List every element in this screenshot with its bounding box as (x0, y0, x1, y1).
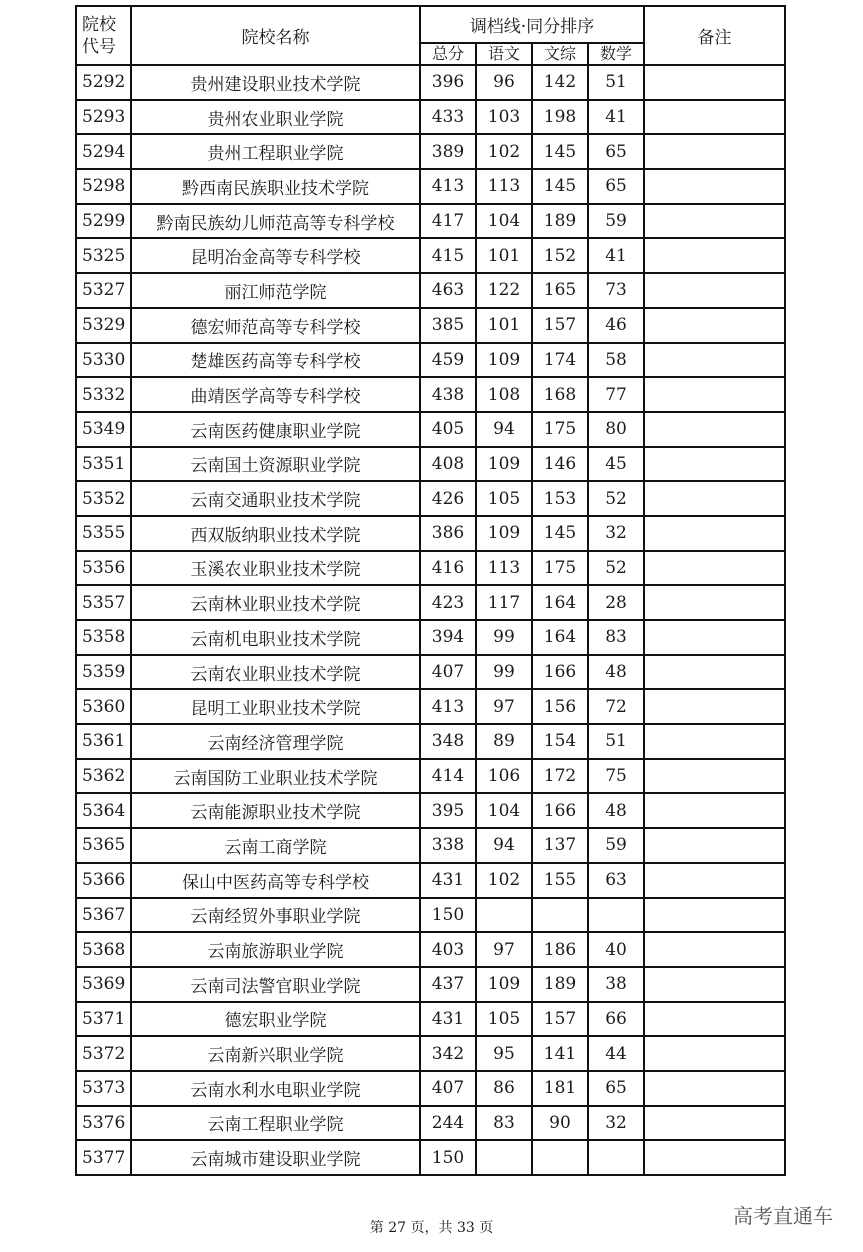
table-row (76, 273, 785, 308)
humanities-score: 157 (532, 1002, 588, 1037)
school-name: 黔南民族幼儿师范高等专科学校 (131, 204, 420, 239)
total-score: 413 (420, 689, 476, 724)
math-score: 38 (588, 967, 644, 1002)
chinese-score: 109 (476, 516, 532, 551)
school-name: 保山中医药高等专科学校 (131, 863, 420, 898)
remarks (644, 585, 785, 620)
chinese-score: 104 (476, 793, 532, 828)
humanities-score: 145 (532, 169, 588, 204)
table-row (76, 551, 785, 586)
humanities-score (532, 1140, 588, 1175)
remarks (644, 65, 785, 100)
school-code: 5294 (76, 134, 131, 169)
school-code: 5352 (76, 481, 131, 516)
math-score: 58 (588, 343, 644, 378)
humanities-score (532, 898, 588, 933)
humanities-score: 175 (532, 551, 588, 586)
school-code: 5372 (76, 1036, 131, 1071)
table-row (76, 377, 785, 412)
total-score: 338 (420, 828, 476, 863)
math-score: 45 (588, 447, 644, 482)
chinese-score: 89 (476, 724, 532, 759)
humanities-score: 156 (532, 689, 588, 724)
school-code: 5362 (76, 759, 131, 794)
school-name: 云南司法警官职业学院 (131, 967, 420, 1002)
humanities-score: 164 (532, 620, 588, 655)
school-name: 德宏师范高等专科学校 (131, 308, 420, 343)
chinese-score: 94 (476, 828, 532, 863)
math-score: 65 (588, 134, 644, 169)
school-code: 5359 (76, 655, 131, 690)
school-name: 云南城市建设职业学院 (131, 1140, 420, 1175)
total-score: 408 (420, 447, 476, 482)
remarks (644, 828, 785, 863)
school-code: 5349 (76, 412, 131, 447)
math-score: 63 (588, 863, 644, 898)
school-code: 5330 (76, 343, 131, 378)
remarks (644, 793, 785, 828)
school-code: 5325 (76, 238, 131, 273)
humanities-score: 142 (532, 65, 588, 100)
humanities-score: 166 (532, 655, 588, 690)
total-score: 150 (420, 1140, 476, 1175)
chinese-score: 99 (476, 620, 532, 655)
school-name: 贵州建设职业技术学院 (131, 65, 420, 100)
math-score: 73 (588, 273, 644, 308)
remarks (644, 689, 785, 724)
school-code: 5329 (76, 308, 131, 343)
humanities-score: 141 (532, 1036, 588, 1071)
school-code: 5377 (76, 1140, 131, 1175)
humanities-score: 181 (532, 1071, 588, 1106)
chinese-score: 86 (476, 1071, 532, 1106)
humanities-score: 157 (532, 308, 588, 343)
humanities-score: 155 (532, 863, 588, 898)
total-score: 459 (420, 343, 476, 378)
total-score: 244 (420, 1106, 476, 1141)
school-name: 黔西南民族职业技术学院 (131, 169, 420, 204)
school-name: 云南国土资源职业学院 (131, 447, 420, 482)
remarks (644, 204, 785, 239)
school-name: 云南经贸外事职业学院 (131, 898, 420, 933)
chinese-score: 113 (476, 169, 532, 204)
school-name: 贵州工程职业学院 (131, 134, 420, 169)
math-score: 40 (588, 932, 644, 967)
school-code: 5366 (76, 863, 131, 898)
header-name: 院校名称 (131, 6, 420, 65)
math-score: 83 (588, 620, 644, 655)
math-score: 75 (588, 759, 644, 794)
header-total: 总分 (420, 43, 476, 65)
remarks (644, 169, 785, 204)
header-score-group: 调档线·同分排序 (420, 6, 644, 43)
total-score: 395 (420, 793, 476, 828)
chinese-score: 122 (476, 273, 532, 308)
remarks (644, 759, 785, 794)
chinese-score: 102 (476, 863, 532, 898)
school-code: 5364 (76, 793, 131, 828)
humanities-score: 189 (532, 204, 588, 239)
table-row (76, 1071, 785, 1106)
school-code: 5376 (76, 1106, 131, 1141)
remarks (644, 1002, 785, 1037)
table-row (76, 655, 785, 690)
school-name: 云南国防工业职业技术学院 (131, 759, 420, 794)
chinese-score: 106 (476, 759, 532, 794)
table-row (76, 204, 785, 239)
chinese-score: 105 (476, 481, 532, 516)
table-row (76, 65, 785, 100)
total-score: 394 (420, 620, 476, 655)
humanities-score: 165 (532, 273, 588, 308)
math-score: 77 (588, 377, 644, 412)
remarks (644, 481, 785, 516)
remarks (644, 377, 785, 412)
school-name: 玉溪农业职业技术学院 (131, 551, 420, 586)
table-row (76, 169, 785, 204)
total-score: 463 (420, 273, 476, 308)
school-name: 云南经济管理学院 (131, 724, 420, 759)
school-name: 昆明冶金高等专科学校 (131, 238, 420, 273)
table-row (76, 1140, 785, 1175)
remarks (644, 1106, 785, 1141)
school-name: 曲靖医学高等专科学校 (131, 377, 420, 412)
table-body (76, 65, 785, 1175)
school-code: 5327 (76, 273, 131, 308)
total-score: 389 (420, 134, 476, 169)
total-score: 414 (420, 759, 476, 794)
school-name: 云南新兴职业学院 (131, 1036, 420, 1071)
chinese-score: 96 (476, 65, 532, 100)
chinese-score: 97 (476, 932, 532, 967)
remarks (644, 447, 785, 482)
math-score: 51 (588, 65, 644, 100)
header-remarks: 备注 (644, 6, 785, 65)
humanities-score: 189 (532, 967, 588, 1002)
math-score: 28 (588, 585, 644, 620)
math-score (588, 898, 644, 933)
humanities-score: 198 (532, 100, 588, 135)
remarks (644, 273, 785, 308)
total-score: 413 (420, 169, 476, 204)
table-row (76, 412, 785, 447)
header-code: 院校代号 (76, 6, 131, 65)
math-score: 41 (588, 238, 644, 273)
chinese-score: 109 (476, 343, 532, 378)
table-row (76, 134, 785, 169)
school-code: 5298 (76, 169, 131, 204)
school-name: 丽江师范学院 (131, 273, 420, 308)
remarks (644, 863, 785, 898)
remarks (644, 516, 785, 551)
chinese-score (476, 1140, 532, 1175)
remarks (644, 932, 785, 967)
school-code: 5373 (76, 1071, 131, 1106)
school-name: 云南工商学院 (131, 828, 420, 863)
remarks (644, 551, 785, 586)
table-row (76, 793, 785, 828)
remarks (644, 134, 785, 169)
remarks (644, 238, 785, 273)
school-code: 5357 (76, 585, 131, 620)
total-score: 416 (420, 551, 476, 586)
math-score: 65 (588, 1071, 644, 1106)
table-row (76, 620, 785, 655)
humanities-score: 174 (532, 343, 588, 378)
table-row (76, 898, 785, 933)
chinese-score: 101 (476, 308, 532, 343)
chinese-score: 95 (476, 1036, 532, 1071)
math-score: 65 (588, 169, 644, 204)
table-row (76, 967, 785, 1002)
table-row (76, 447, 785, 482)
humanities-score: 175 (532, 412, 588, 447)
school-name: 云南交通职业技术学院 (131, 481, 420, 516)
school-name: 云南工程职业学院 (131, 1106, 420, 1141)
school-code: 5292 (76, 65, 131, 100)
header-math: 数学 (588, 43, 644, 65)
math-score: 51 (588, 724, 644, 759)
school-code: 5356 (76, 551, 131, 586)
math-score: 52 (588, 481, 644, 516)
school-code: 5351 (76, 447, 131, 482)
humanities-score: 154 (532, 724, 588, 759)
remarks (644, 343, 785, 378)
chinese-score: 83 (476, 1106, 532, 1141)
table-row (76, 585, 785, 620)
total-score: 407 (420, 655, 476, 690)
humanities-score: 172 (532, 759, 588, 794)
humanities-score: 137 (532, 828, 588, 863)
math-score: 59 (588, 828, 644, 863)
math-score: 52 (588, 551, 644, 586)
school-code: 5293 (76, 100, 131, 135)
remarks (644, 655, 785, 690)
total-score: 417 (420, 204, 476, 239)
school-code: 5361 (76, 724, 131, 759)
school-code: 5371 (76, 1002, 131, 1037)
table-row (76, 724, 785, 759)
total-score: 407 (420, 1071, 476, 1106)
total-score: 415 (420, 238, 476, 273)
math-score: 44 (588, 1036, 644, 1071)
chinese-score: 108 (476, 377, 532, 412)
chinese-score: 94 (476, 412, 532, 447)
chinese-score: 103 (476, 100, 532, 135)
header-chinese: 语文 (476, 43, 532, 65)
table-row (76, 932, 785, 967)
chinese-score: 113 (476, 551, 532, 586)
chinese-score: 104 (476, 204, 532, 239)
school-name: 云南能源职业技术学院 (131, 793, 420, 828)
admission-score-table (75, 5, 786, 1176)
school-code: 5367 (76, 898, 131, 933)
humanities-score: 186 (532, 932, 588, 967)
school-code: 5332 (76, 377, 131, 412)
table-row (76, 308, 785, 343)
school-code: 5365 (76, 828, 131, 863)
school-code: 5360 (76, 689, 131, 724)
chinese-score: 109 (476, 447, 532, 482)
humanities-score: 164 (532, 585, 588, 620)
chinese-score: 97 (476, 689, 532, 724)
table-row (76, 1002, 785, 1037)
math-score: 48 (588, 793, 644, 828)
chinese-score (476, 898, 532, 933)
page-number: 第 27 页，共 33 页 (369, 1220, 494, 1236)
table-row (76, 828, 785, 863)
total-score: 150 (420, 898, 476, 933)
math-score: 80 (588, 412, 644, 447)
school-code: 5368 (76, 932, 131, 967)
table-row (76, 343, 785, 378)
total-score: 431 (420, 863, 476, 898)
school-code: 5355 (76, 516, 131, 551)
remarks (644, 967, 785, 1002)
humanities-score: 168 (532, 377, 588, 412)
math-score: 72 (588, 689, 644, 724)
total-score: 342 (420, 1036, 476, 1071)
humanities-score: 153 (532, 481, 588, 516)
chinese-score: 105 (476, 1002, 532, 1037)
chinese-score: 102 (476, 134, 532, 169)
math-score: 32 (588, 1106, 644, 1141)
total-score: 433 (420, 100, 476, 135)
table-row (76, 481, 785, 516)
humanities-score: 166 (532, 793, 588, 828)
humanities-score: 145 (532, 516, 588, 551)
math-score: 48 (588, 655, 644, 690)
remarks (644, 1071, 785, 1106)
total-score: 423 (420, 585, 476, 620)
math-score: 46 (588, 308, 644, 343)
school-name: 昆明工业职业技术学院 (131, 689, 420, 724)
humanities-score: 145 (532, 134, 588, 169)
table-row (76, 689, 785, 724)
table-row (76, 1036, 785, 1071)
table-row (76, 238, 785, 273)
remarks (644, 100, 785, 135)
school-name: 云南水利水电职业学院 (131, 1071, 420, 1106)
school-name: 德宏职业学院 (131, 1002, 420, 1037)
school-name: 云南旅游职业学院 (131, 932, 420, 967)
remarks (644, 620, 785, 655)
remarks (644, 1140, 785, 1175)
school-code: 5369 (76, 967, 131, 1002)
remarks (644, 1036, 785, 1071)
math-score (588, 1140, 644, 1175)
remarks (644, 724, 785, 759)
header-humanities: 文综 (532, 43, 588, 65)
humanities-score: 146 (532, 447, 588, 482)
chinese-score: 99 (476, 655, 532, 690)
total-score: 386 (420, 516, 476, 551)
math-score: 41 (588, 100, 644, 135)
table-row (76, 863, 785, 898)
chinese-score: 109 (476, 967, 532, 1002)
humanities-score: 90 (532, 1106, 588, 1141)
total-score: 385 (420, 308, 476, 343)
total-score: 396 (420, 65, 476, 100)
school-name: 西双版纳职业技术学院 (131, 516, 420, 551)
remarks (644, 898, 785, 933)
school-name: 云南机电职业技术学院 (131, 620, 420, 655)
table-row (76, 516, 785, 551)
school-name: 云南农业职业技术学院 (131, 655, 420, 690)
school-name: 楚雄医药高等专科学校 (131, 343, 420, 378)
total-score: 431 (420, 1002, 476, 1037)
remarks (644, 308, 785, 343)
brand-watermark: 高考直通车 (733, 1204, 833, 1228)
school-code: 5358 (76, 620, 131, 655)
table-row (76, 759, 785, 794)
total-score: 403 (420, 932, 476, 967)
total-score: 348 (420, 724, 476, 759)
math-score: 32 (588, 516, 644, 551)
humanities-score: 152 (532, 238, 588, 273)
remarks (644, 412, 785, 447)
school-name: 贵州农业职业学院 (131, 100, 420, 135)
total-score: 426 (420, 481, 476, 516)
table-row (76, 1106, 785, 1141)
total-score: 437 (420, 967, 476, 1002)
table-row (76, 100, 785, 135)
total-score: 405 (420, 412, 476, 447)
total-score: 438 (420, 377, 476, 412)
school-code: 5299 (76, 204, 131, 239)
math-score: 59 (588, 204, 644, 239)
chinese-score: 101 (476, 238, 532, 273)
chinese-score: 117 (476, 585, 532, 620)
school-name: 云南林业职业技术学院 (131, 585, 420, 620)
school-name: 云南医药健康职业学院 (131, 412, 420, 447)
math-score: 66 (588, 1002, 644, 1037)
